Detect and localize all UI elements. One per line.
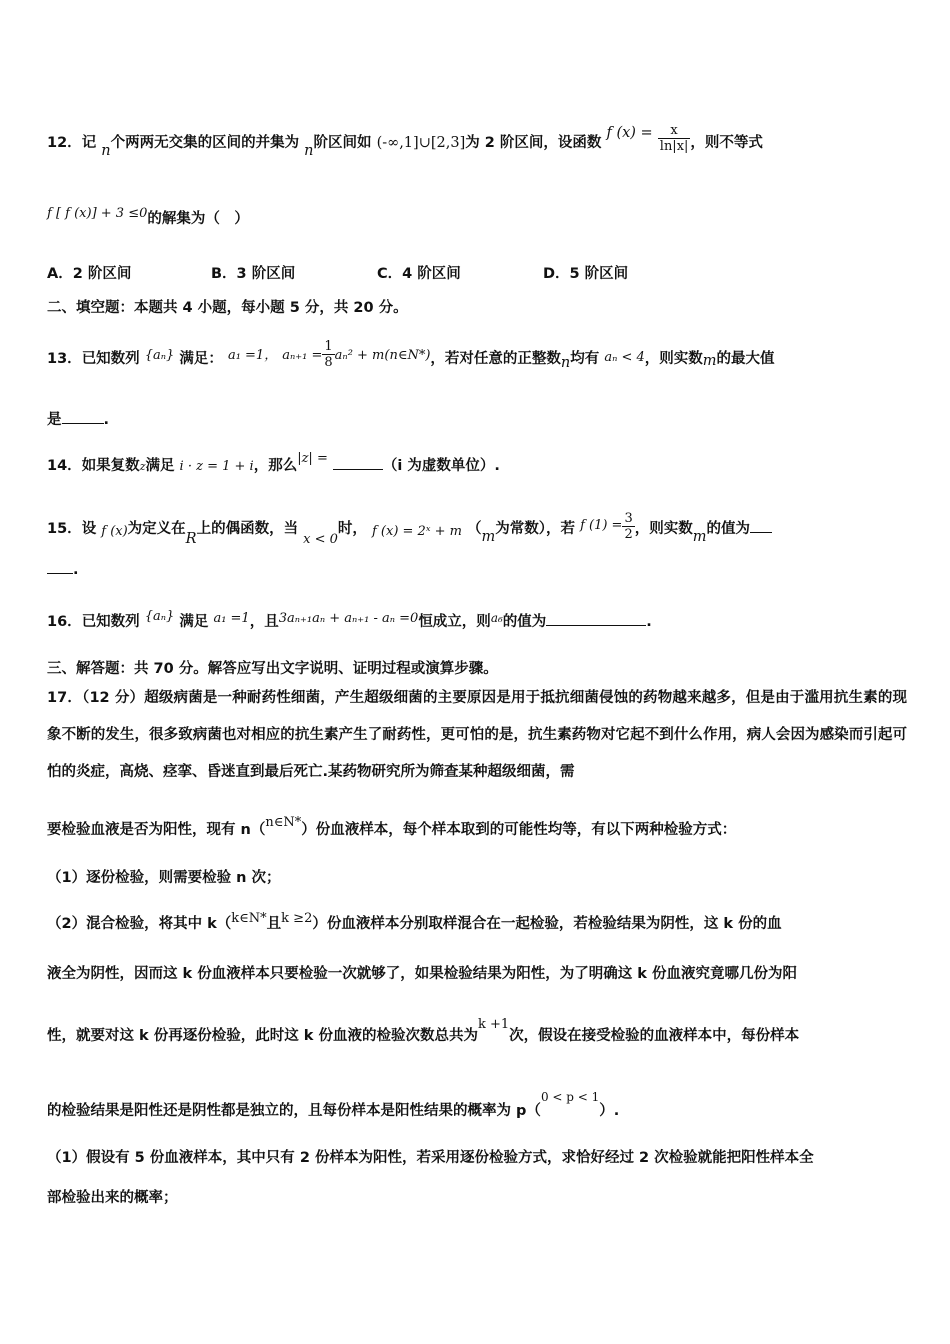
q13-frac-den: 8: [324, 355, 333, 370]
q17-text: 的检验结果是阳性还是阴性都是独立的，且每份样本是阳性结果的概率为 p（: [47, 1103, 541, 1119]
q15-text: 为定义在: [127, 521, 186, 537]
q13-line2: [47, 408, 109, 429]
q12-text: 的解集为（ ）: [147, 211, 249, 227]
q13-sequence: {aₙ}: [144, 348, 175, 363]
q17-line-7: [47, 1090, 620, 1120]
q12-choice-a: A．2 阶区间: [47, 266, 132, 282]
q15-m2: m: [692, 529, 707, 545]
q12-fraction: [658, 124, 691, 154]
q12-line1: [47, 123, 763, 159]
q12-math-n: n: [101, 143, 111, 159]
q17-line-2: [47, 815, 737, 839]
q17-text: 次，假设在接受检验的血液样本中，每份样本: [509, 1028, 800, 1044]
q16-sequence: {aₙ}: [144, 609, 175, 624]
q13-n: n: [560, 355, 571, 371]
q14-answer-blank[interactable]: [333, 469, 383, 470]
q15-answer-blank-b[interactable]: [47, 573, 73, 574]
q13-recurrence-left: aₙ₊₁ =: [282, 348, 323, 363]
q17-line-6: [47, 1017, 800, 1045]
q13-text: 的最大值: [716, 351, 775, 367]
q14-number: 14．: [47, 458, 82, 474]
q15-text: .: [73, 562, 79, 578]
q13-frac-num: 1: [324, 339, 333, 354]
q13-number: 13．: [47, 351, 82, 367]
q12-text: 记: [81, 135, 97, 151]
q12-math-n2: n: [304, 143, 314, 159]
q13-text: 是: [47, 412, 62, 428]
q12-function-f: f (x) =: [606, 125, 653, 141]
q17-text: 且: [266, 916, 282, 932]
q14-text: （i 为虚数单位）.: [382, 458, 500, 474]
q15-number: 15．: [47, 521, 82, 537]
q16-text: 的值为: [502, 614, 547, 630]
q12-text: 个两两无交集的区间的并集为: [110, 135, 300, 151]
q15-text: 上的偶函数，当: [196, 521, 299, 537]
q12-choice-d: D．5 阶区间: [543, 266, 629, 282]
q16-number: 16．: [47, 614, 82, 630]
q14-line: [47, 451, 500, 475]
q12-text: 为 2 阶区间，设函数: [465, 135, 602, 151]
q17-line-5: 液全为阴性，因而这 k 份血液样本只要检验一次就够了，如果检验结果为阳性，为了明确这 k 份血液究竟哪几份为阳: [47, 966, 797, 982]
q12-choice-b: B．3 阶区间: [211, 266, 296, 282]
q16-text: .: [646, 614, 652, 630]
q16-text: 已知数列: [81, 614, 140, 630]
q15-f1: f (1) =: [580, 518, 623, 533]
q17-math-n: n∈N*: [265, 815, 302, 830]
q12-text: 阶区间如: [313, 135, 372, 151]
q13-a1: a₁ =1，: [227, 348, 278, 363]
q13-m: m: [702, 353, 717, 369]
q15-frac-den: 2: [624, 527, 633, 542]
q15-answer-blank-a[interactable]: [750, 532, 772, 533]
section-3-heading: 三、解答题：共 70 分。解答应写出文字说明、证明过程或演算步骤。: [47, 661, 498, 677]
q12-interval-a: (-∞,1]: [376, 135, 419, 151]
q12-line2: [47, 207, 249, 228]
q16-text: 满足: [179, 614, 209, 630]
q15-frac-num: 3: [624, 511, 633, 526]
q14-text: 如果复数: [81, 458, 140, 474]
q14-abs-z: |z| =: [297, 451, 328, 466]
q15-definition: f (x) = 2ˣ + m: [371, 524, 462, 539]
q15-text: 设: [81, 521, 97, 537]
q17-paragraph-1: 17．（12 分）超级病菌是一种耐药性细菌，产生超级细菌的主要原因是用于抵抗细菌侵蚀的药物越来越多，但是由于滥用抗生素的现象不断的发生，很多致病菌也对相应的抗生素产生了耐药性，更可怕的是，抗生素药物对它起不到什么作用，病人会因为感染而引起可怕的炎症，高烧、痉挛、昏迷直到最后死亡.某药物研究所为筛查某种超级细菌，需: [47, 690, 907, 780]
q14-equation: i · z = 1 + i: [179, 459, 254, 474]
q15-R: R: [185, 531, 197, 547]
q12-number: 12．: [47, 135, 82, 151]
q12-text: ，则不等式: [690, 135, 763, 151]
q16-relation: 3aₙ₊₁aₙ + aₙ₊₁ - aₙ =0: [278, 611, 419, 626]
q15-line1: [47, 511, 772, 547]
q13-text: .: [103, 412, 110, 428]
q13-recurrence-right: aₙ² + m(n∈N*): [334, 348, 431, 363]
q16-a1: a₁ =1: [213, 611, 250, 626]
q16-line: [47, 610, 652, 631]
q16-a6: a₆: [490, 611, 503, 625]
q16-answer-blank[interactable]: [546, 625, 646, 626]
q17-text: ）份血液样本分别取样混合在一起检验，若检验结果为阴性，这 k 份的血: [312, 916, 782, 932]
q17-math-k: k∈N*: [231, 911, 267, 926]
q14-text: ，那么: [253, 458, 298, 474]
q14-text: 满足: [145, 458, 175, 474]
q15-text: 时，: [337, 521, 367, 537]
q17-text: （2）混合检验，将其中 k（: [47, 916, 232, 932]
q15-condition: x < 0: [303, 532, 338, 547]
q13-text: 满足：: [179, 351, 223, 367]
q17-text: ）份血液样本，每个样本取到的可能性均等，有以下两种检验方式：: [301, 822, 737, 838]
q15-fx: f (x): [101, 524, 128, 539]
q17-line-4: [47, 912, 782, 933]
q17-subquestion-1-cont: 部检验出来的概率；: [47, 1190, 178, 1206]
q13-line1: [47, 339, 775, 374]
q15-text: ，则实数: [634, 521, 693, 537]
q15-text: （: [467, 521, 482, 537]
q14-z: z: [139, 460, 146, 473]
q15-fraction: [622, 512, 634, 542]
q12-frac-den: ln|x|: [659, 139, 689, 154]
q17-item-1: （1）逐份检验，则需要检验 n 次；: [47, 870, 281, 886]
q15-text: 的值为: [706, 521, 750, 537]
q16-text: 恒成立，则: [418, 614, 491, 630]
q17-text: 性，就要对这 k 份再逐份检验，此时这 k 份血液的检验次数总共为: [47, 1028, 478, 1044]
q15-m: m: [481, 529, 496, 545]
q13-text: ，若对任意的正整数: [430, 351, 561, 367]
q17-subquestion-1: （1）假设有 5 份血液样本，其中只有 2 份样本为阳性，若采用逐份检验方式，求恰好经过 2 次检验就能把阳性样本全: [47, 1150, 814, 1166]
q17-text: 要检验血液是否为阳性，现有 n（: [47, 822, 266, 838]
q15-text: 为常数），若: [495, 521, 575, 537]
q12-interval-b: [2,3]: [430, 135, 466, 151]
q12-frac-num: x: [658, 124, 691, 139]
section-2-heading: 二、填空题：本题共 4 小题，每小题 5 分，共 20 分。: [47, 300, 408, 316]
q13-fraction: [322, 340, 334, 370]
q13-text: 已知数列: [81, 351, 140, 367]
q13-text: ，则实数: [644, 351, 703, 367]
q17-math-p: 0 < p < 1: [540, 1090, 600, 1104]
q13-text: 均有: [570, 351, 600, 367]
q17-math-k1: k +1: [477, 1017, 510, 1032]
q16-text: ，且: [249, 614, 279, 630]
q13-condition: aₙ < 4: [604, 350, 645, 365]
q17-math-k2: k ≥2: [281, 911, 313, 926]
q15-line2: [47, 562, 79, 578]
q12-union: ∪: [418, 135, 431, 151]
q12-choice-c: C．4 阶区间: [377, 266, 461, 282]
q12-inequality: f [ f (x)] + 3 ≤0: [47, 206, 148, 221]
q13-answer-blank[interactable]: [62, 423, 104, 424]
q17-text: ）.: [599, 1103, 620, 1119]
